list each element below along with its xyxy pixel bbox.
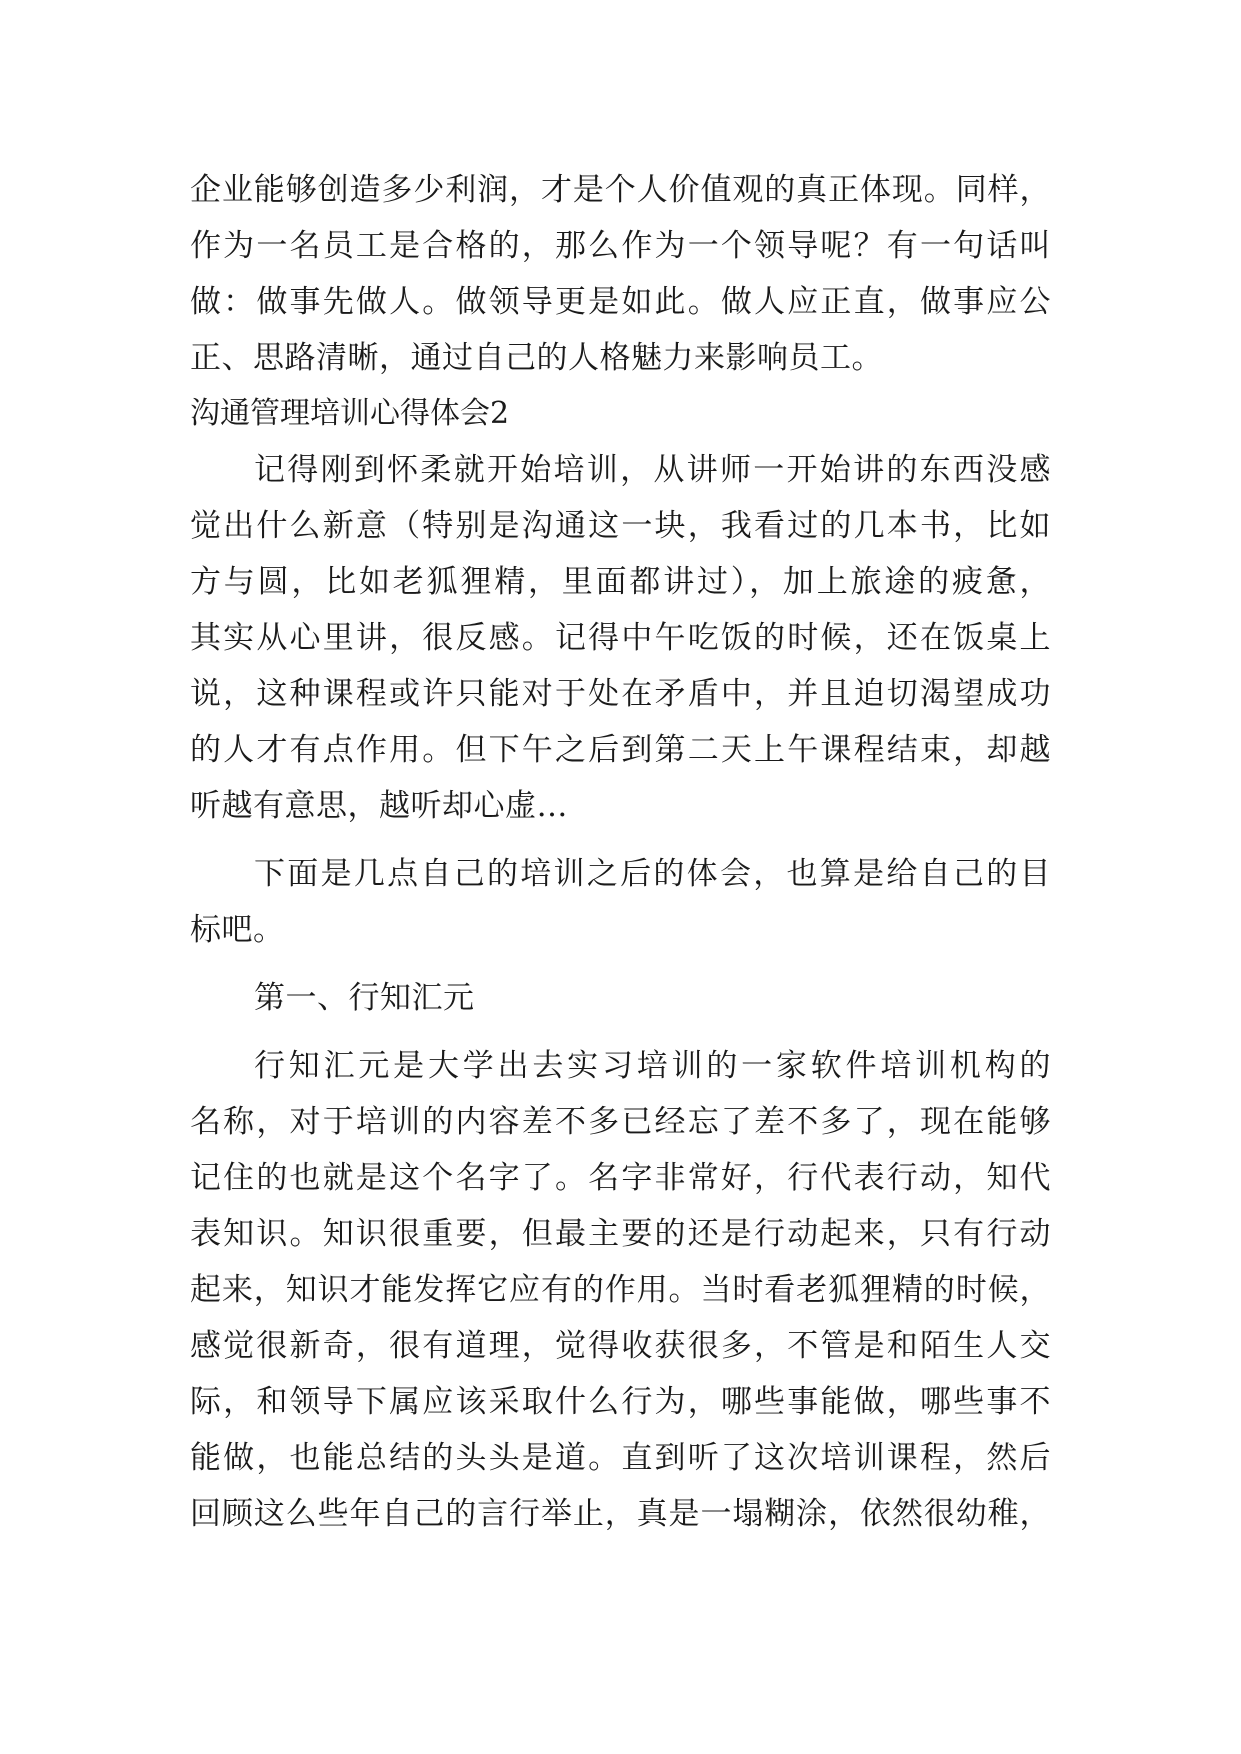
text-line: 听越有意思，越听却心虚…: [190, 788, 568, 824]
text-line: 名称，对于培训的内容差不多已经忘了差不多了，现在能够: [190, 1104, 1051, 1140]
text-line: 作为一名员工是合格的，那么作为一个领导呢？有一句话叫: [190, 228, 1051, 264]
text-line: 表知识。知识很重要，但最主要的还是行动起来，只有行动: [190, 1216, 1051, 1252]
text-line: 方与圆，比如老狐狸精，里面都讲过），加上旅途的疲惫，: [190, 564, 1051, 600]
paragraph-3: [190, 846, 1051, 958]
paragraph-4: [190, 1038, 1051, 1542]
text-line: 觉出什么新意（特别是沟通这一块，我看过的几本书，比如: [190, 508, 1051, 544]
text-line: 说，这种课程或许只能对于处在矛盾中，并且迫切渴望成功: [190, 676, 1051, 712]
text-line: 能做，也能总结的头头是道。直到听了这次培训课程，然后: [190, 1440, 1051, 1476]
text-line: 记得刚到怀柔就开始培训，从讲师一开始讲的东西没感: [254, 452, 1051, 488]
text-line: 行知汇元是大学出去实习培训的一家软件培训机构的: [254, 1048, 1051, 1084]
text-line: 的人才有点作用。但下午之后到第二天上午课程结束，却越: [190, 732, 1051, 768]
text-line: 正、思路清晰，通过自己的人格魅力来影响员工。: [190, 340, 883, 376]
text-line: 标吧。: [190, 912, 285, 948]
paragraph-2: [190, 442, 1051, 834]
text-line: 起来，知识才能发挥它应有的作用。当时看老狐狸精的时候，: [190, 1272, 1051, 1308]
text-line: 下面是几点自己的培训之后的体会，也算是给自己的目: [254, 856, 1051, 892]
subheading: 第一、行知汇元: [254, 980, 475, 1016]
text-line: 其实从心里讲，很反感。记得中午吃饭的时候，还在饭桌上: [190, 620, 1051, 656]
document-body: [190, 162, 1051, 1542]
text-line: 企业能够创造多少利润，才是个人价值观的真正体现。同样，: [190, 172, 1051, 208]
text-line: 感觉很新奇，很有道理，觉得收获很多，不管是和陌生人交: [190, 1328, 1051, 1364]
text-line: 做：做事先做人。做领导更是如此。做人应正直，做事应公: [190, 284, 1051, 320]
text-line: 际，和领导下属应该采取什么行为，哪些事能做，哪些事不: [190, 1384, 1051, 1420]
paragraph-1: [190, 162, 1051, 386]
text-line: 回顾这么些年自己的言行举止，真是一塌糊涂，依然很幼稚，: [190, 1496, 1051, 1532]
text-line: 记住的也就是这个名字了。名字非常好，行代表行动，知代: [190, 1160, 1051, 1196]
section-title: 沟通管理培训心得体会2: [190, 396, 510, 431]
